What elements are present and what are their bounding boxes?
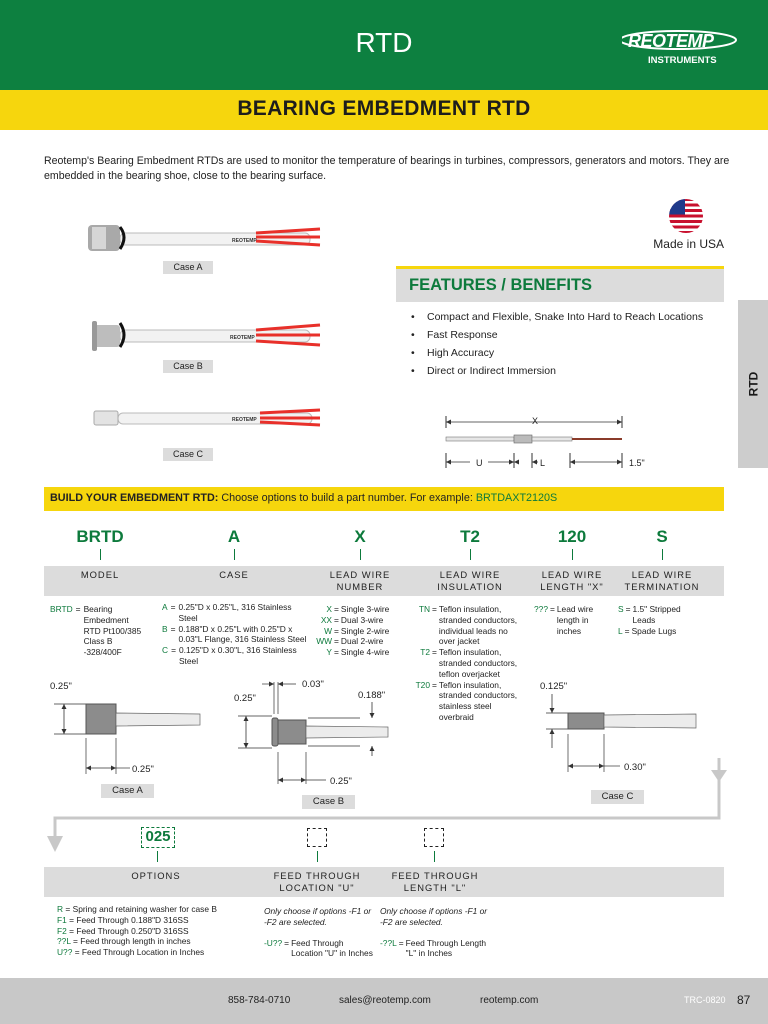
code-tick: [360, 549, 361, 560]
option-desc: Feed Through Location "U" in Inches: [291, 937, 373, 959]
features-title: FEATURES / BENEFITS: [409, 276, 593, 294]
side-tab-text-wrap: [738, 300, 768, 468]
case-b-sensor-image: [92, 321, 320, 351]
option-desc: Spade Lugs: [631, 625, 677, 636]
case-c-label: Case C: [163, 448, 213, 461]
option-desc: Dual 3-wire: [340, 614, 384, 625]
feed-location-options: [264, 906, 374, 959]
option-code: XX: [320, 614, 332, 625]
code-length: 120: [557, 527, 587, 546]
case-c-sensor-text: REOTEMP: [232, 417, 257, 423]
logo-sub: INSTRUMENTS: [648, 55, 717, 66]
option-desc: Lead wire length in inches: [556, 604, 594, 636]
option-row: WW = Dual 2-wire: [314, 636, 404, 647]
option-row: X = Single 3-wire: [314, 604, 404, 615]
case-a-height: 0.25": [50, 681, 72, 692]
option-row: T2 = Teflon insulation, stranded conductors, teflon overjacket: [412, 647, 520, 679]
case-c-drawing-label: Case C: [591, 790, 644, 804]
case-c-length: 0.30": [624, 762, 646, 773]
case-b-flange: 0.03": [302, 679, 324, 690]
code-tick: [662, 549, 663, 560]
option-desc: Feed Through Length "L" in Inches: [405, 937, 487, 959]
code-feed-location-box: [307, 828, 327, 847]
option-code: -??L: [380, 937, 397, 948]
feature-item: • Compact and Flexible, Snake Into Hard to Reach Locations: [411, 308, 711, 326]
code-options: 025: [141, 827, 175, 848]
feed-length-note: Only choose if options -F1 or -F2 are selected.: [380, 906, 488, 927]
header-feed-length: FEED THROUGH LENGTH "L": [391, 870, 479, 893]
header-model: MODEL: [80, 569, 120, 580]
dimension-diagram: [440, 410, 660, 475]
option-row: A = 0.25"D x 0.25"L, 316 Stainless Steel: [162, 602, 307, 624]
code-model: BRTD: [76, 527, 124, 546]
build-lead: BUILD YOUR EMBEDMENT RTD:: [50, 492, 219, 504]
code-termination: S: [656, 527, 668, 546]
option-row: ??? = Lead wire length in inches: [534, 604, 604, 636]
feature-item: • High Accuracy: [411, 344, 711, 362]
features-accent-bar: [396, 266, 724, 269]
option-code: X: [326, 604, 332, 614]
feed-location-note: Only choose if options -F1 or -F2 are selected.: [264, 906, 372, 927]
code-tick: [317, 851, 318, 862]
header-termination: LEAD WIRE TERMINATION: [624, 569, 700, 592]
footer-website[interactable]: reotemp.com: [480, 995, 539, 1006]
option-code: A: [162, 602, 168, 612]
header-feed-location: FEED THROUGH LOCATION "U": [273, 870, 361, 893]
build-text: Choose options to build a part number. For example:: [218, 492, 476, 504]
build-instructions: [50, 492, 557, 504]
option-row: C = 0.125"D x 0.30"L, 316 Stainless Steel: [162, 645, 307, 667]
case-c-sensor-image: [94, 410, 320, 425]
option-row: -U?? = Feed Through Location "U" in Inches: [264, 937, 373, 959]
option-row: ??L = Feed through length in inches: [57, 936, 191, 947]
reotemp-logo: [622, 26, 744, 66]
model-options: [50, 604, 155, 658]
header-length: LEAD WIRE LENGTH "X": [540, 569, 604, 592]
case-b-sensor-text: REOTEMP: [230, 335, 255, 341]
option-code: ??L: [57, 936, 71, 947]
footer-email[interactable]: sales@reotemp.com: [339, 995, 431, 1006]
page-number: 87: [737, 993, 751, 1007]
option-row: Y = Single 4-wire: [314, 647, 404, 658]
option-row: T20 = Teflon insulation, stranded conductors, stainless steel overbraid: [412, 680, 520, 723]
case-options: [162, 602, 307, 667]
header-lead-number: LEAD WIRE NUMBER: [329, 569, 391, 592]
option-desc: 0.125"D x 0.30"L, 316 Stainless Steel: [178, 645, 297, 666]
wire-options: [314, 604, 404, 658]
option-row: S = 1.5" Stripped Leads: [618, 604, 698, 626]
option-row: W = Single 2-wire: [314, 626, 404, 637]
header-options: OPTIONS: [131, 870, 181, 881]
footer-doc-code: TRC-0820: [684, 995, 726, 1005]
option-code: S: [618, 604, 624, 614]
code-case: A: [227, 527, 241, 546]
page-title: BEARING EMBEDMENT RTD: [237, 97, 531, 120]
code-tick: [157, 851, 158, 862]
code-tick: [470, 549, 471, 560]
option-desc: 0.25"D x 0.25"L, 316 Stainless Steel: [178, 602, 292, 623]
case-b-length: 0.25": [330, 776, 352, 787]
option-code: WW: [316, 636, 332, 647]
option-code: F2: [57, 925, 67, 936]
options-list: [57, 904, 257, 958]
dim-x-label: X: [532, 416, 539, 426]
code-tick: [234, 549, 235, 560]
option-desc: 1.5" Stripped Leads: [632, 604, 681, 625]
case-b-label: Case B: [163, 360, 213, 373]
option-code: F1: [57, 914, 67, 925]
option-desc: Single 2-wire: [340, 625, 390, 636]
code-lead-number: X: [354, 527, 366, 546]
case-a-sensor-image: [88, 225, 320, 251]
case-a-length: 0.25": [132, 764, 154, 775]
option-desc: Dual 2-wire: [340, 636, 384, 647]
option-code: U??: [57, 947, 73, 958]
length-options: [534, 604, 604, 636]
feature-item: • Direct or Indirect Immersion: [411, 362, 711, 380]
option-code: TN: [418, 604, 430, 614]
option-row: B = 0.188"D x 0.25"L with 0.25"D x 0.03"L Flange, 316 Stainless Steel: [162, 623, 307, 645]
option-code: C: [162, 645, 169, 656]
option-row: TN = Teflon insulation, stranded conductors, individual leads no over jacket: [412, 604, 520, 647]
option-row: R = Spring and retaining washer for case B: [57, 904, 217, 914]
option-row: U?? = Feed Through Location in Inches: [57, 947, 205, 958]
code-tick: [434, 851, 435, 862]
option-row: -??L = Feed Through Length "L" in Inches: [380, 938, 490, 960]
code-feed-length-box: [424, 828, 444, 847]
option-code: B: [162, 623, 168, 634]
option-desc: Feed Through Location in Inches: [81, 947, 205, 958]
option-desc: Teflon insulation, stranded conductors, stainless steel overbraid: [438, 679, 518, 722]
code-tick: [100, 549, 101, 560]
option-code: ???: [534, 604, 548, 614]
option-row: BRTD = Bearing Embedment RTD Pt100/385 Class B -328/400F: [50, 604, 155, 658]
header-insulation: LEAD WIRE INSULATION: [437, 569, 503, 592]
option-code: W: [324, 625, 332, 636]
option-desc: 0.188"D x 0.25"L with 0.25"D x 0.03"L Flange, 316 Stainless Steel: [178, 623, 307, 645]
header-case: CASE: [219, 569, 249, 580]
option-desc: Teflon insulation, stranded conductors, teflon overjacket: [438, 647, 518, 679]
case-b-dia: 0.188": [358, 690, 386, 701]
case-a-sensor-text: REOTEMP: [232, 238, 257, 244]
option-row: XX = Dual 3-wire: [314, 615, 404, 626]
option-row: F1 = Feed Through 0.188"D 316SS: [57, 914, 189, 925]
option-code: R: [57, 904, 64, 914]
option-desc: Single 3-wire: [340, 604, 390, 614]
dim-lead-label: 1.5": [629, 458, 645, 468]
header-title: RTD: [355, 27, 413, 58]
option-desc: Single 4-wire: [340, 647, 390, 658]
option-code: Y: [326, 647, 332, 658]
footer-phone[interactable]: 858-784-0710: [228, 995, 291, 1006]
usa-flag-icon: [668, 198, 704, 234]
case-b-drawing-label: Case B: [302, 795, 355, 809]
feed-length-options: [380, 906, 490, 959]
option-row: L = Spade Lugs: [618, 625, 677, 636]
build-example: BRTDAXT2120S: [475, 492, 558, 504]
code-tick: [572, 549, 573, 560]
made-in-usa: Made in USA: [653, 237, 724, 251]
logo-brand: REOTEMP: [628, 31, 714, 51]
case-b-height: 0.25": [234, 693, 256, 704]
option-code: -U??: [264, 937, 283, 948]
insulation-options: [412, 604, 520, 723]
intro-paragraph: Reotemp's Bearing Embedment RTDs are used to monitor the temperature of bearings in turbines, compressors, generators and motors. They are embedded in the bearing shoe, close to the bearing surface.: [44, 155, 730, 182]
option-desc: Feed Through 0.188"D 316SS: [76, 914, 189, 925]
side-tab-label: RTD: [745, 371, 760, 397]
feature-item: • Fast Response: [411, 326, 711, 344]
option-desc: Feed through length in inches: [80, 936, 191, 947]
option-desc: Feed Through 0.250"D 316SS: [76, 925, 189, 936]
case-a-drawing-label: Case A: [101, 784, 154, 798]
option-code: T20: [415, 679, 430, 690]
option-row: F2 = Feed Through 0.250"D 316SS: [57, 925, 189, 936]
option-code: L: [618, 625, 623, 636]
case-c-height: 0.125": [540, 681, 568, 692]
option-code: BRTD: [50, 604, 73, 614]
code-insulation: T2: [460, 527, 480, 546]
case-a-label: Case A: [163, 261, 213, 274]
option-code: T2: [420, 647, 430, 658]
dim-l-label: L: [540, 458, 546, 468]
option-desc: Spring and retaining washer for case B: [72, 904, 217, 914]
product-illustrations: [80, 215, 340, 465]
termination-options: [618, 604, 698, 636]
features-list: [411, 308, 711, 380]
dim-u-label: U: [476, 458, 483, 468]
option-desc: Bearing Embedment RTD Pt100/385 Class B -328/400F: [83, 604, 142, 658]
option-desc: Teflon insulation, stranded conductors, individual leads no over jacket: [438, 604, 518, 647]
